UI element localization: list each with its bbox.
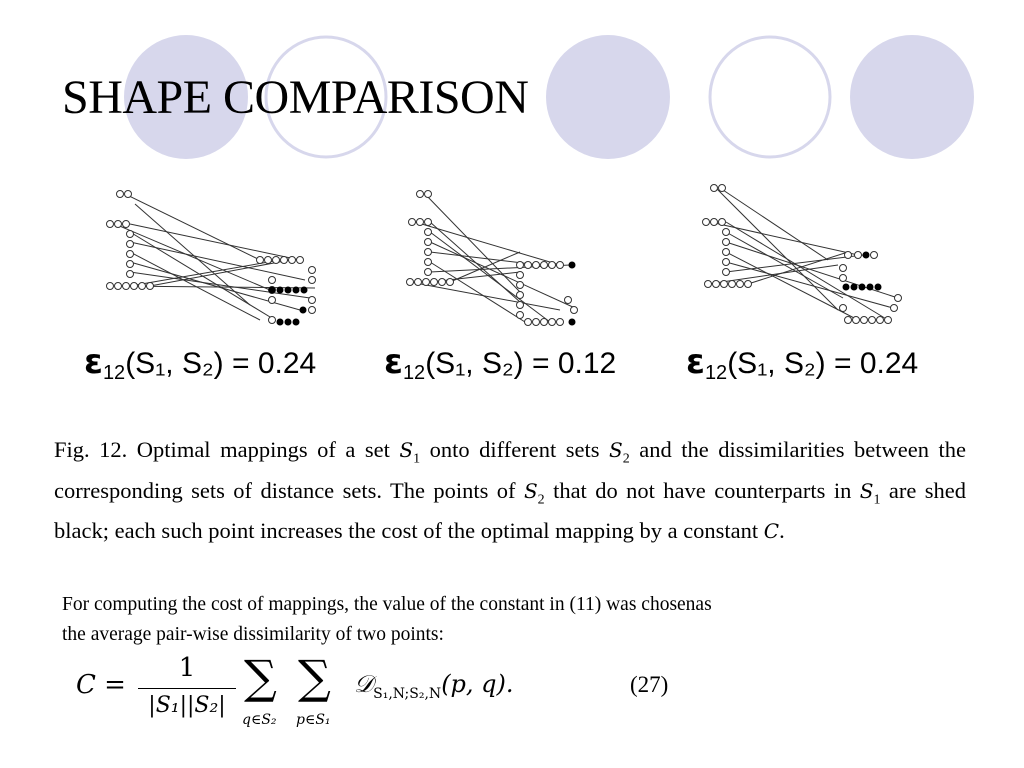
dissimilarity-term: 𝒟$_{S_1,N;S_2,N}$(p, q). (354, 670, 514, 702)
sum-subscript-p: p∈S₁ (296, 712, 331, 728)
sum-symbol-p: ∑ (298, 650, 331, 704)
body-line-1: For computing the cost of mappings, the value of the constant in (11) was chosenas (62, 594, 712, 615)
cost-formula (76, 652, 696, 742)
epsilon-symbol: ε (686, 342, 705, 382)
body-paragraph (62, 590, 942, 650)
fraction-denominator: |S₁||S₂| (148, 693, 226, 718)
dissimilarity-label-2 (384, 340, 616, 395)
sum-subscript-q: q∈S₂ (242, 712, 277, 728)
epsilon-symbol: ε (384, 342, 403, 382)
equation-number: (27) (630, 672, 669, 697)
equals-sign: = (531, 347, 550, 380)
dissimilarity-label-3 (686, 340, 918, 395)
body-line-2: the average pair-wise dissimilarity of two points: (62, 624, 444, 645)
formula-fraction (138, 652, 236, 721)
epsilon-args: (S₁, S₂) (125, 347, 224, 380)
epsilon-args: (S₁, S₂) (425, 347, 524, 380)
mapping-diagram-2 (400, 180, 630, 330)
fraction-bar (138, 688, 236, 689)
dissimilarity-value: 0.12 (557, 347, 617, 380)
decor-circle-outline (710, 37, 830, 157)
formula-lhs: C = (76, 670, 126, 700)
equals-sign: = (231, 347, 250, 380)
mapping-diagram-3 (698, 180, 928, 330)
dissimilarity-label-1 (84, 340, 316, 395)
dissimilarity-value: 0.24 (257, 347, 317, 380)
sum-symbol-q: ∑ (244, 650, 277, 704)
decor-circle-filled (546, 35, 670, 159)
equals-sign: = (833, 347, 852, 380)
mapping-diagram-1 (100, 180, 330, 330)
epsilon-symbol: ε (84, 342, 103, 382)
epsilon-subscript: 12 (102, 362, 126, 384)
fraction-numerator: 1 (178, 653, 196, 683)
epsilon-args: (S₁, S₂) (727, 347, 826, 380)
decor-circle-filled (850, 35, 974, 159)
slide-title: SHAPE COMPARISON (62, 71, 529, 124)
figure-caption: Fig. 12. Optimal mappings of a set $S_1$ onto different sets $S_2$ and the dissimilarities between the corresponding sets of distance sets. The points of $S_2$ that do not have counterparts in $S_1$ are shed black; each such point increases the cost of the optimal mapping by a constant C. (54, 437, 966, 543)
epsilon-subscript: 12 (402, 362, 426, 384)
dissimilarity-value: 0.24 (859, 347, 919, 380)
epsilon-subscript: 12 (704, 362, 728, 384)
